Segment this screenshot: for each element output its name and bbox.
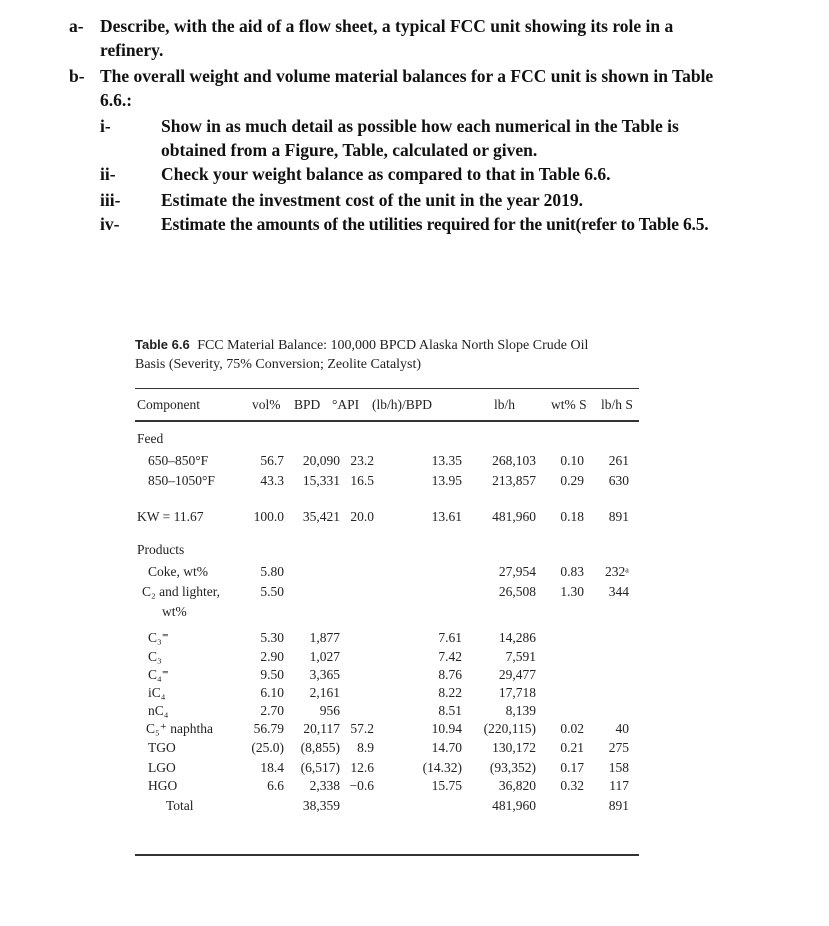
cell-lbh: 29,477 (498, 667, 536, 682)
cell-lbh-bpd: 7.42 (438, 649, 462, 664)
cell-wt-s: 0.32 (560, 778, 584, 793)
cell-lbh-bpd: 13.95 (431, 473, 462, 488)
header-bpd: BPD (294, 397, 321, 412)
cell-bpd: 20,117 (303, 721, 340, 736)
cell-lbh: 26,508 (498, 584, 536, 599)
cell-api: 16.5 (350, 473, 374, 488)
cell-vol: 5.50 (260, 584, 284, 599)
cell-lbh-s: 261 (608, 453, 629, 468)
cell-lbh-s: 275 (608, 740, 629, 755)
cell-lbh-bpd: 7.61 (438, 630, 462, 645)
cell-component: 850–1050°F (148, 473, 215, 488)
question-a-marker: a- (69, 16, 84, 36)
cell-bpd: 2,338 (309, 778, 340, 793)
cell-component: Coke, wt% (148, 564, 208, 579)
cell-wt-s: 0.21 (560, 740, 584, 755)
table-caption-line2: Basis (Severity, 75% Conversion; Zeolite Catalyst) (135, 357, 422, 372)
subquestion-i-marker: i- (100, 116, 111, 136)
cell-lbh: (93,352) (489, 760, 536, 775)
cell-lbh: 7,591 (505, 649, 536, 664)
cell-lbh: 213,857 (492, 473, 536, 488)
cell-component: C₂ and lighter, (142, 584, 221, 599)
header-lbh: lb/h (494, 397, 516, 412)
cell-api: 20.0 (350, 509, 374, 524)
cell-lbh: 268,103 (492, 453, 536, 468)
cell-bpd: (6,517) (300, 760, 340, 775)
cell-lbh-bpd: 8.51 (438, 703, 462, 718)
cell-lbh: 17,718 (498, 685, 536, 700)
subquestion-i-line2: obtained from a Figure, Table, calculated or given. (161, 140, 538, 160)
header-api: °API (332, 397, 360, 412)
cell-wt-s: 0.10 (560, 453, 584, 468)
cell-bpd: 3,365 (309, 667, 340, 682)
cell-component: LGO (148, 760, 176, 775)
feed-label: Feed (137, 431, 164, 446)
question-a-line2: refinery. (100, 40, 164, 60)
cell-lbh-bpd: 8.22 (438, 685, 462, 700)
cell-vol: 2.70 (260, 703, 284, 718)
cell-lbh-bpd: 14.70 (431, 740, 462, 755)
cell-api: 8.9 (357, 740, 374, 755)
cell-lbh: (220,115) (483, 721, 536, 736)
cell-lbh-s: 117 (609, 778, 629, 793)
cell-component: C₄⁼ (148, 667, 169, 682)
cell-bpd: 1,877 (309, 630, 340, 645)
cell-component: iC₄ (148, 685, 166, 700)
cell-lbh-bpd: 15.75 (431, 778, 462, 793)
cell-component: C₃ (148, 649, 162, 664)
cell-lbh: 36,820 (498, 778, 536, 793)
subquestion-iv-line1: Estimate the amounts of the utilities required for the unit(refer to Table 6.5. (161, 214, 709, 234)
cell-lbh-bpd: 13.61 (431, 509, 462, 524)
subquestion-ii-marker: ii- (100, 164, 116, 184)
cell-api: 23.2 (350, 453, 374, 468)
table-caption-label: Table 6.6 (135, 337, 190, 352)
question-a-line1: Describe, with the aid of a flow sheet, a typical FCC unit showing its role in a (100, 16, 674, 36)
question-b-line2: 6.6.: (100, 90, 133, 110)
cell-vol: 56.7 (260, 453, 284, 468)
cell-vol: 2.90 (260, 649, 284, 664)
cell-bpd: (8,855) (300, 740, 340, 755)
cell-lbh-s: 344 (608, 584, 629, 599)
cell-component: KW = 11.67 (137, 509, 204, 524)
subquestion-ii-line1: Check your weight balance as compared to that in Table 6.6. (161, 164, 611, 184)
cell-lbh: 8,139 (505, 703, 536, 718)
cell-lbh: 27,954 (498, 564, 536, 579)
cell-vol: (25.0) (251, 740, 284, 755)
cell-component: C₅⁺ naphtha (146, 721, 213, 736)
cell-bpd: 38,359 (302, 798, 340, 813)
cell-lbh: 481,960 (492, 798, 536, 813)
cell-bpd: 20,090 (302, 453, 340, 468)
cell-lbh-s: 891 (608, 798, 629, 813)
cell-lbh-s: 891 (608, 509, 629, 524)
cell-vol: 18.4 (260, 760, 284, 775)
cell-vol: 5.80 (260, 564, 284, 579)
cell-bpd: 956 (319, 703, 340, 718)
cell-bpd: 35,421 (302, 509, 340, 524)
cell-vol: 43.3 (260, 473, 284, 488)
cell-component: HGO (148, 778, 178, 793)
question-b-marker: b- (69, 66, 85, 86)
cell-api: −0.6 (349, 778, 374, 793)
cell-lbh-s: 158 (608, 760, 629, 775)
subquestion-i-line1: Show in as much detail as possible how each numerical in the Table is (161, 116, 679, 136)
cell-bpd: 15,331 (302, 473, 340, 488)
cell-vol: 56.79 (253, 721, 284, 736)
cell-lbh-bpd: (14.32) (422, 760, 462, 775)
cell-component: 650–850°F (148, 453, 209, 468)
cell-vol: 100.0 (253, 509, 284, 524)
question-b-line1: The overall weight and volume material balances for a FCC unit is shown in Table (100, 66, 714, 86)
table-caption-line1: FCC Material Balance: 100,000 BPCD Alaska North Slope Crude Oil (197, 338, 589, 353)
cell-bpd: 2,161 (309, 685, 340, 700)
subquestion-iii-marker: iii- (100, 190, 121, 210)
table-header-rule (135, 420, 639, 422)
cell-vol: 5.30 (260, 630, 284, 645)
cell-wt-s: 0.02 (560, 721, 584, 736)
cell-lbh-bpd: 8.76 (438, 667, 462, 682)
c2-wt-label: wt% (162, 604, 187, 619)
cell-wt-s: 0.18 (560, 509, 584, 524)
cell-lbh-bpd: 13.35 (431, 453, 462, 468)
table-top-rule (135, 388, 639, 389)
cell-component: Total (166, 798, 194, 813)
cell-wt-s: 0.29 (560, 473, 584, 488)
cell-component: TGO (148, 740, 176, 755)
subquestion-iv-marker: iv- (100, 214, 120, 234)
cell-wt-s: 1.30 (560, 584, 584, 599)
cell-lbh-s: 232ᵃ (605, 564, 629, 579)
table-bottom-rule (135, 854, 639, 856)
cell-api: 12.6 (350, 760, 374, 775)
cell-wt-s: 0.17 (560, 760, 584, 775)
cell-lbh: 481,960 (492, 509, 536, 524)
cell-lbh-s: 40 (615, 721, 629, 736)
cell-lbh: 14,286 (498, 630, 536, 645)
cell-component: C₃⁼ (148, 630, 169, 645)
cell-lbh-bpd: 10.94 (431, 721, 462, 736)
header-vol: vol% (252, 397, 281, 412)
products-label: Products (137, 542, 185, 557)
cell-wt-s: 0.83 (560, 564, 584, 579)
header-lbh-s: lb/h S (601, 397, 633, 412)
cell-vol: 6.10 (260, 685, 284, 700)
cell-lbh-s: 630 (608, 473, 629, 488)
cell-api: 57.2 (350, 721, 374, 736)
header-component: Component (137, 397, 200, 412)
cell-lbh: 130,172 (492, 740, 536, 755)
cell-component: nC₄ (148, 703, 169, 718)
subquestion-iii-line1: Estimate the investment cost of the unit in the year 2019. (161, 190, 584, 210)
header-lbh-bpd: (lb/h)/BPD (372, 397, 433, 412)
cell-bpd: 1,027 (309, 649, 340, 664)
cell-vol: 9.50 (260, 667, 284, 682)
cell-vol: 6.6 (267, 778, 284, 793)
header-wt-s: wt% S (551, 397, 587, 412)
